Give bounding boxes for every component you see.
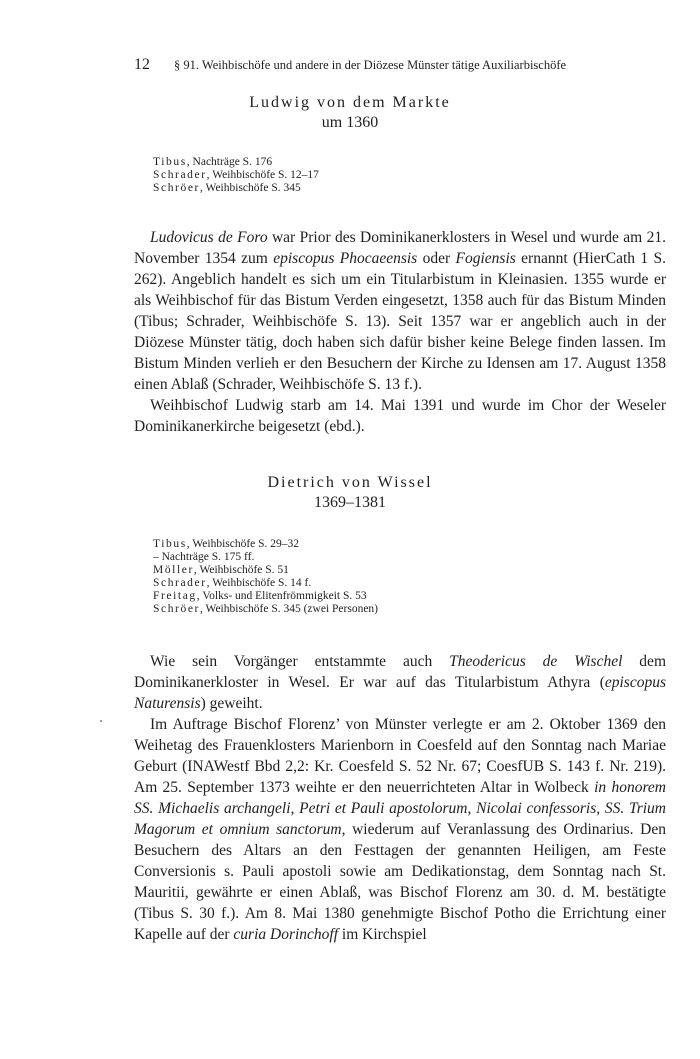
source-item: – Nachträge S. 175 ff. [153, 551, 255, 563]
source-item: Tibus, Weihbischöfe S. 29–32 [153, 538, 300, 550]
source-item: Freitag, Volks- und Elitenfrömmigkeit S. 53 [153, 590, 367, 602]
entry-name: Ludwig von dem Markte [249, 94, 451, 111]
paragraph: Ludovicus de Foro war Prior des Dominikanerklosters in Wesel und wurde am 21. November 1354 zum episcopus Phocaeensis oder Fogiensis ernannt (HierCath 1 S. 262). Angeblich handelt es sich um ein Titularbistum in Kleinasien. 1355 wurde er als Weihbischof für das Bistum Verden eingesetzt, 1358 auch für das Bistum Minden (Tibus; Schrader, Weihbischöfe S. 13). Seit 1357 war er angeblich auch in der Diözese Münster tätig, doch haben sich dafür bisher keine Belege finden lassen. Im Bistum Minden verlieh er den Besuchern der Kirche zu Idensen am 17. August 1358 einen Ablaß (Schrader, Weihbischöfe S. 13 f.). [134, 229, 666, 393]
entry-dates: um 1360 [321, 114, 379, 131]
sources-list [153, 156, 319, 195]
paragraph: Im Auftrage Bischof Florenz’ von Münster verlegte er am 2. Oktober 1369 den Weihetag des Frauenklosters Marienborn in Coesfeld auf den Sonntag nach Mariae Geburt (INAWestf Bbd 2,2: Kr. Coesfeld S. 52 Nr. 67; CoesfUB S. 143 f. Nr. 219). Am 25. September 1373 weihte er den neuerrichteten Altar in Wolbeck in honorem SS. Michaelis archangeli, Petri et Pauli apostolorum, Nicolai confessoris, SS. Trium Magorum et omnium sanctorum, wiederum auf Veranlassung des Ordinarius. Den Besuchern des Altars an den Festtagen der genannten Heiligen, am Feste Conversionis s. Pauli apostoli sowie am Dedikationstag, dem Sonntag nach St. Mauritii, gewährte er einen Ablaß, was Bischof Florenz am 30. d. M. bestätigte (Tibus S. 30 f.). Am 8. Mai 1380 genehmigte Bischof Potho die Errichtung einer Kapelle auf der curia Dorinchoff im Kirchspiel [134, 716, 666, 943]
entry-heading [0, 474, 700, 512]
source-item: Schrader, Weihbischöfe S. 12–17 [153, 169, 319, 181]
entry-name: Dietrich von Wissel [267, 474, 433, 491]
entry-dates: 1369–1381 [314, 494, 386, 511]
paragraph: Wie sein Vorgänger entstammte auch Theodericus de Wischel dem Dominikanerkloster in Wesel. Er war auf das Titularbistum Athyra (episcopus Naturensis) geweiht. [134, 653, 666, 712]
margin-mark [100, 720, 102, 722]
source-item: Schröer, Weihbischöfe S. 345 (zwei Personen) [153, 603, 378, 615]
source-item: Schrader, Weihbischöfe S. 14 f. [153, 577, 312, 589]
paragraph: Weihbischof Ludwig starb am 14. Mai 1391 und wurde im Chor der Weseler Dominikanerkirche beigesetzt (ebd.). [134, 397, 666, 435]
source-item: Möller, Weihbischöfe S. 51 [153, 564, 289, 576]
running-header [134, 56, 634, 74]
entry-body [134, 651, 666, 945]
entry-heading [0, 94, 700, 132]
entry-body [134, 227, 666, 437]
sources-list [153, 538, 378, 616]
running-title: § 91. Weihbischöfe und andere in der Diözese Münster tätige Auxiliarbischöfe [174, 58, 567, 72]
source-item: Schröer, Weihbischöfe S. 345 [153, 182, 301, 194]
source-item: Tibus, Nachträge S. 176 [153, 156, 273, 168]
page-number: 12 [134, 56, 150, 73]
